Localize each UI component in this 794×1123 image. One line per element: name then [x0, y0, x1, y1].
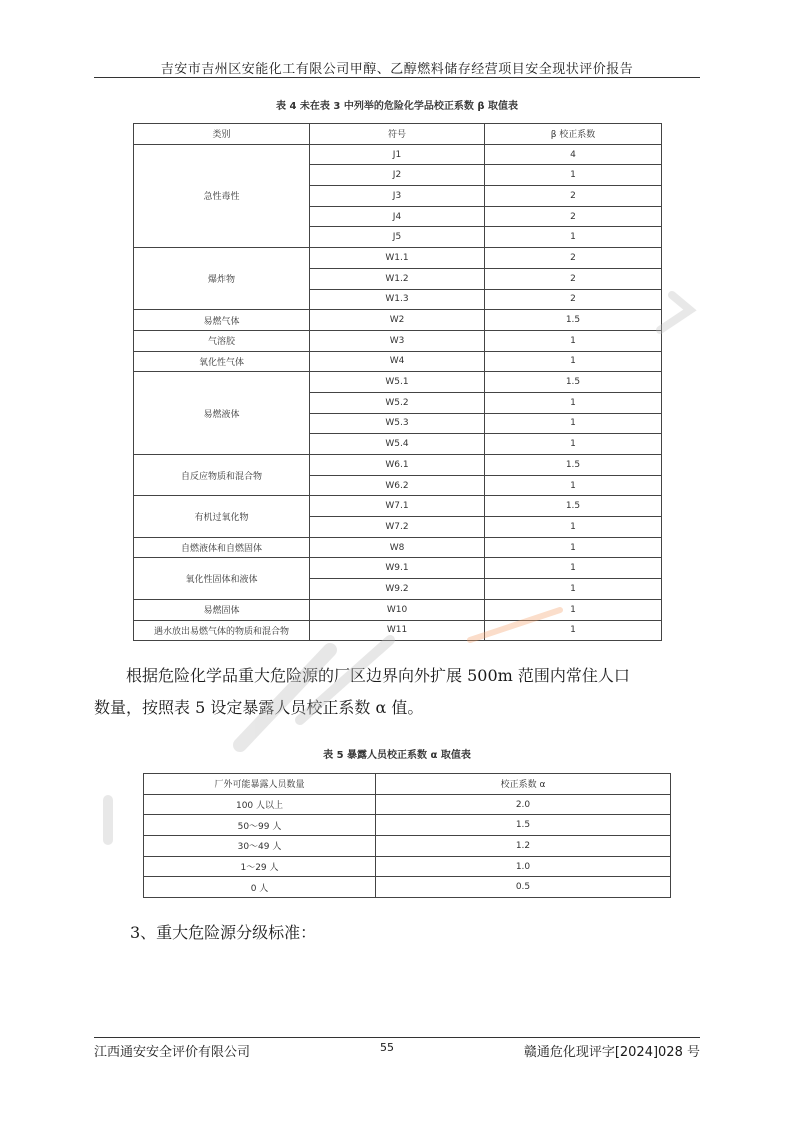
beta-value-cell: 1.5	[485, 496, 662, 517]
beta-value-cell: 4	[485, 144, 662, 165]
symbol-cell: W5.4	[310, 434, 485, 455]
table-row	[134, 144, 662, 165]
symbol-cell: J1	[310, 144, 485, 165]
beta-value-cell: 1	[485, 227, 662, 248]
beta-value-cell: 1	[485, 165, 662, 186]
table4-header-row	[134, 124, 662, 145]
table-row	[134, 455, 662, 476]
population-cell: 1～29 人	[144, 856, 376, 877]
symbol-cell: W4	[310, 351, 485, 372]
beta-value-cell: 1.5	[485, 372, 662, 393]
symbol-cell: W9.2	[310, 579, 485, 600]
symbol-cell: W5.1	[310, 372, 485, 393]
beta-value-cell: 2	[485, 206, 662, 227]
symbol-cell: W11	[310, 620, 485, 641]
category-cell: 气溶胶	[134, 330, 310, 351]
table-row	[134, 351, 662, 372]
section-3-heading: 3、重大危险源分级标准：	[130, 923, 317, 942]
beta-value-cell: 2	[485, 289, 662, 310]
symbol-cell: J3	[310, 186, 485, 207]
body-paragraph	[94, 660, 706, 724]
category-cell: 自燃液体和自燃固体	[134, 537, 310, 558]
table-row	[134, 496, 662, 517]
alpha-value-cell: 1.0	[376, 856, 671, 877]
category-cell: 易燃固体	[134, 599, 310, 620]
footer-rule	[94, 1037, 700, 1038]
symbol-cell: J5	[310, 227, 485, 248]
table-row	[144, 877, 671, 898]
symbol-cell: W1.3	[310, 289, 485, 310]
symbol-cell: W6.1	[310, 455, 485, 476]
symbol-cell: W8	[310, 537, 485, 558]
alpha-value-cell: 1.5	[376, 815, 671, 836]
category-cell: 有机过氧化物	[134, 496, 310, 537]
alpha-value-cell: 1.2	[376, 836, 671, 857]
beta-value-cell: 2	[485, 268, 662, 289]
table-row	[134, 558, 662, 579]
beta-value-cell: 1	[485, 620, 662, 641]
alpha-value-cell: 0.5	[376, 877, 671, 898]
footer-company: 江西通安安全评价有限公司	[94, 1045, 251, 1060]
table-row	[134, 310, 662, 331]
page-header: 吉安市吉州区安能化工有限公司甲醇、乙醇燃料储存经营项目安全现状评价报告	[160, 62, 634, 77]
beta-value-cell: 2	[485, 186, 662, 207]
table-row	[144, 836, 671, 857]
category-cell: 爆炸物	[134, 248, 310, 310]
category-cell: 遇水放出易燃气体的物质和混合物	[134, 620, 310, 641]
table5-header-row	[144, 774, 671, 795]
table-row	[134, 620, 662, 641]
category-cell: 氧化性固体和液体	[134, 558, 310, 599]
table4	[133, 123, 662, 641]
category-cell: 自反应物质和混合物	[134, 455, 310, 496]
symbol-cell: W1.2	[310, 268, 485, 289]
symbol-cell: W1.1	[310, 248, 485, 269]
table-row	[134, 330, 662, 351]
table5-header-cell: 校正系数 α	[376, 774, 671, 795]
beta-value-cell: 1	[485, 599, 662, 620]
watermark-stroke	[660, 295, 690, 330]
footer-page-number: 55	[380, 1041, 394, 1054]
table4-header-cell: 符号	[310, 124, 485, 145]
beta-value-cell: 1	[485, 517, 662, 538]
beta-value-cell: 1	[485, 392, 662, 413]
beta-value-cell: 1	[485, 579, 662, 600]
header-rule	[94, 77, 700, 78]
beta-value-cell: 2	[485, 248, 662, 269]
table4-caption: 表 4 未在表 3 中列举的危险化学品校正系数 β 取值表	[276, 101, 518, 112]
symbol-cell: W2	[310, 310, 485, 331]
population-cell: 50～99 人	[144, 815, 376, 836]
symbol-cell: W10	[310, 599, 485, 620]
table-row	[134, 372, 662, 393]
paragraph-line-1: 根据危险化学品重大危险源的厂区边界向外扩展 500m 范围内常住人口	[126, 666, 630, 685]
table5-header-cell: 厂外可能暴露人员数量	[144, 774, 376, 795]
table-row	[144, 794, 671, 815]
beta-value-cell: 1	[485, 558, 662, 579]
beta-value-cell: 1	[485, 413, 662, 434]
category-cell: 易燃液体	[134, 372, 310, 455]
symbol-cell: W9.1	[310, 558, 485, 579]
alpha-value-cell: 2.0	[376, 794, 671, 815]
beta-value-cell: 1.5	[485, 455, 662, 476]
table4-header-cell: 类别	[134, 124, 310, 145]
table-row	[134, 537, 662, 558]
table5-caption: 表 5 暴露人员校正系数 α 取值表	[323, 750, 471, 761]
beta-value-cell: 1.5	[485, 310, 662, 331]
beta-value-cell: 1	[485, 434, 662, 455]
table4-header-cell: β 校正系数	[485, 124, 662, 145]
symbol-cell: W3	[310, 330, 485, 351]
table-row	[134, 248, 662, 269]
population-cell: 30～49 人	[144, 836, 376, 857]
symbol-cell: J2	[310, 165, 485, 186]
symbol-cell: J4	[310, 206, 485, 227]
category-cell: 易燃气体	[134, 310, 310, 331]
footer-report-number: 赣通危化现评字[2024]028 号	[523, 1045, 700, 1060]
category-cell: 氧化性气体	[134, 351, 310, 372]
beta-value-cell: 1	[485, 475, 662, 496]
population-cell: 100 人以上	[144, 794, 376, 815]
table-row	[144, 815, 671, 836]
table5	[143, 773, 671, 898]
category-cell: 急性毒性	[134, 144, 310, 247]
beta-value-cell: 1	[485, 330, 662, 351]
paragraph-line-2: 数量，按照表 5 设定暴露人员校正系数 α 值。	[94, 698, 424, 717]
symbol-cell: W5.3	[310, 413, 485, 434]
symbol-cell: W7.2	[310, 517, 485, 538]
table-row	[144, 856, 671, 877]
beta-value-cell: 1	[485, 537, 662, 558]
symbol-cell: W7.1	[310, 496, 485, 517]
table-row	[134, 599, 662, 620]
symbol-cell: W6.2	[310, 475, 485, 496]
beta-value-cell: 1	[485, 351, 662, 372]
symbol-cell: W5.2	[310, 392, 485, 413]
population-cell: 0 人	[144, 877, 376, 898]
